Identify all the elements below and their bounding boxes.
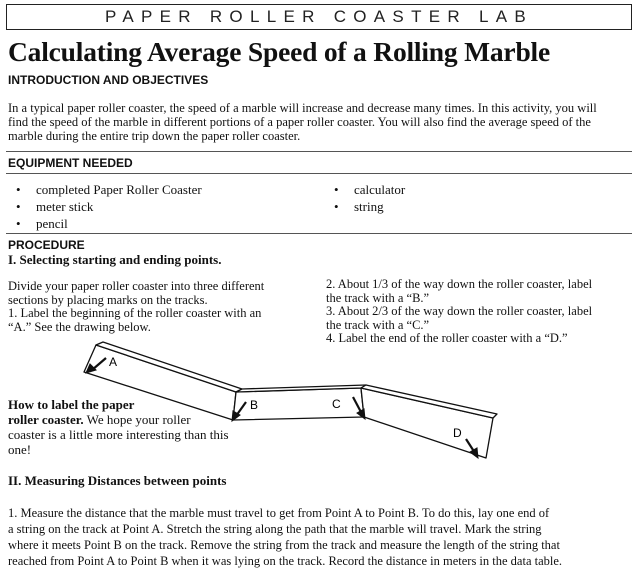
equipment-item: • meter stick: [16, 199, 94, 214]
bullet-icon: •: [334, 182, 339, 197]
part2-paragraph: 1. Measure the distance that the marble must travel to get from Point A to Point B. To do this, lay one end of a string on the track at Point A. Stretch the string along the path that the marble will travel. Mark the string where it meets Point B on the track. Remove the string from the track and measure the length of the string that reached from Point A to Point B when it was lying on the track. Record the distance in meters in the data table.: [8, 506, 563, 568]
header-banner: PAPER ROLLER COASTER LAB: [6, 4, 632, 30]
equipment-heading: EQUIPMENT NEEDED: [8, 156, 133, 170]
part1-right-column: 2. About 1/3 of the way down the roller coaster, label the track with a “B.” 3. About 2/3 of the way down the roller coaster, label the track with a “C.” 4. Label the end of the roller coaster with a “D.”: [326, 277, 593, 346]
equipment-item: • completed Paper Roller Coaster: [16, 182, 202, 197]
intro-line-1: In a typical paper roller coaster, the speed of a marble will increase and decrease many times. In this activity, you will: [8, 101, 597, 115]
equipment-item: • string: [334, 199, 384, 214]
bullet-icon: •: [16, 182, 21, 197]
intro-heading: INTRODUCTION AND OBJECTIVES: [8, 73, 209, 87]
part1-title: I. Selecting starting and ending points.: [8, 252, 222, 267]
label-a: A: [109, 355, 118, 369]
label-d: D: [453, 426, 462, 440]
label-c: C: [332, 397, 341, 411]
diagram-caption: How to label the paper roller coaster. We hope your roller coaster is a little more interesting than this one!: [8, 397, 229, 457]
intro-line-2: find the speed of the marble in different portions of a paper roller coaster. You will also find the average speed of the: [8, 115, 591, 129]
part1-left-column: Divide your paper roller coaster into three different sections by placing marks on the tracks. 1. Label the beginning of the roller coaster with an “A.” See the drawing below.: [8, 279, 265, 334]
intro-line-3: marble during the entire trip down the paper roller coaster.: [8, 129, 301, 143]
bullet-icon: •: [16, 216, 21, 231]
part2-title: II. Measuring Distances between points: [8, 473, 227, 488]
procedure-heading: PROCEDURE: [8, 238, 85, 252]
page-title: Calculating Average Speed of a Rolling Marble: [8, 36, 550, 67]
label-b: B: [250, 398, 259, 412]
bullet-icon: •: [334, 199, 339, 214]
equipment-item: • pencil: [16, 216, 68, 231]
bullet-icon: •: [16, 199, 21, 214]
equipment-item: • calculator: [334, 182, 406, 197]
